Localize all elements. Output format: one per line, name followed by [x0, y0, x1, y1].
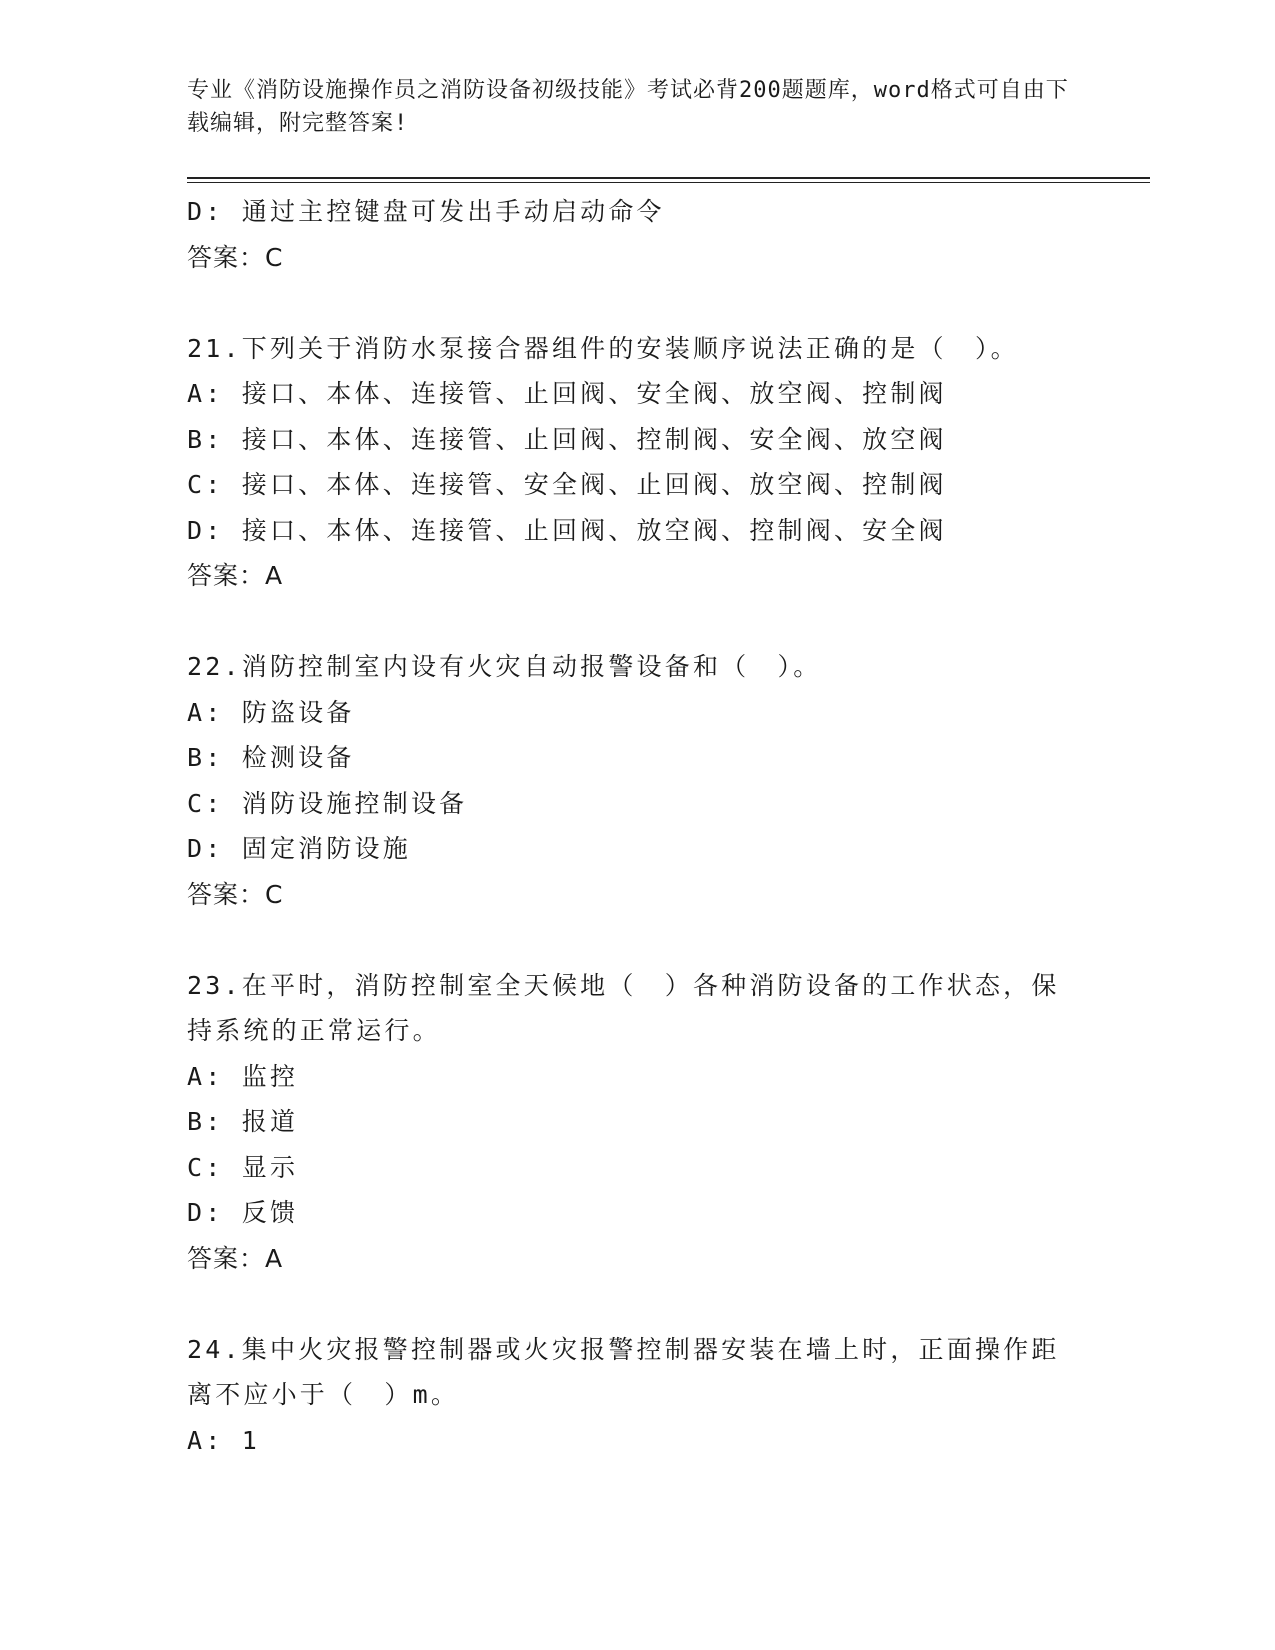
question-23-text: 23.在平时，消防控制室全天候地（ ）各种消防设备的工作状态，保持系统的正常运行。	[187, 970, 1060, 1045]
document-header: 专业《消防设施操作员之消防设备初级技能》考试必背200题题库，word格式可自由下载编辑，附完整答案!	[187, 78, 1069, 136]
question-22-option-b: B: 检测设备	[187, 743, 355, 772]
question-23-option-d: D: 反馈	[187, 1198, 299, 1227]
question-23-option-a: A: 监控	[187, 1061, 299, 1091]
spacer	[187, 280, 1087, 326]
question-23-option-b: B: 报道	[187, 1107, 299, 1136]
spacer	[187, 1281, 1087, 1327]
question-21-option-b: B: 接口、本体、连接管、止回阀、控制阀、安全阀、放空阀	[187, 424, 947, 454]
question-21-option-c: C: 接口、本体、连接管、安全阀、止回阀、放空阀、控制阀	[187, 470, 947, 499]
question-22-answer: 答案：C	[187, 879, 284, 909]
question-22-option-c: C: 消防设施控制设备	[187, 788, 468, 818]
answer-line: 答案：C	[187, 242, 284, 272]
question-21-text: 21.下列关于消防水泵接合器组件的安装顺序说法正确的是（ ）。	[187, 333, 1019, 363]
question-22-text: 22.消防控制室内设有火灾自动报警设备和（ ）。	[187, 652, 822, 681]
question-24-text: 24.集中火灾报警控制器或火灾报警控制器安装在墙上时，正面操作距离不应小于（ ）m。	[187, 1334, 1060, 1409]
question-21-option-d: D: 接口、本体、连接管、止回阀、放空阀、控制阀、安全阀	[187, 515, 947, 545]
question-23-option-c: C: 显示	[187, 1152, 299, 1182]
spacer	[187, 599, 1087, 645]
question-21-answer: 答案：A	[187, 561, 284, 590]
question-24-option-a: A: 1	[187, 1425, 261, 1455]
header-divider	[187, 177, 1150, 183]
spacer	[187, 917, 1087, 963]
question-23-answer: 答案：A	[187, 1243, 284, 1273]
question-22-option-d: D: 固定消防设施	[187, 834, 411, 863]
document-content	[187, 189, 1087, 1463]
question-22-option-a: A: 防盗设备	[187, 697, 355, 727]
option-d: D: 通过主控键盘可发出手动启动命令	[187, 197, 665, 226]
question-21-option-a: A: 接口、本体、连接管、止回阀、安全阀、放空阀、控制阀	[187, 379, 947, 408]
